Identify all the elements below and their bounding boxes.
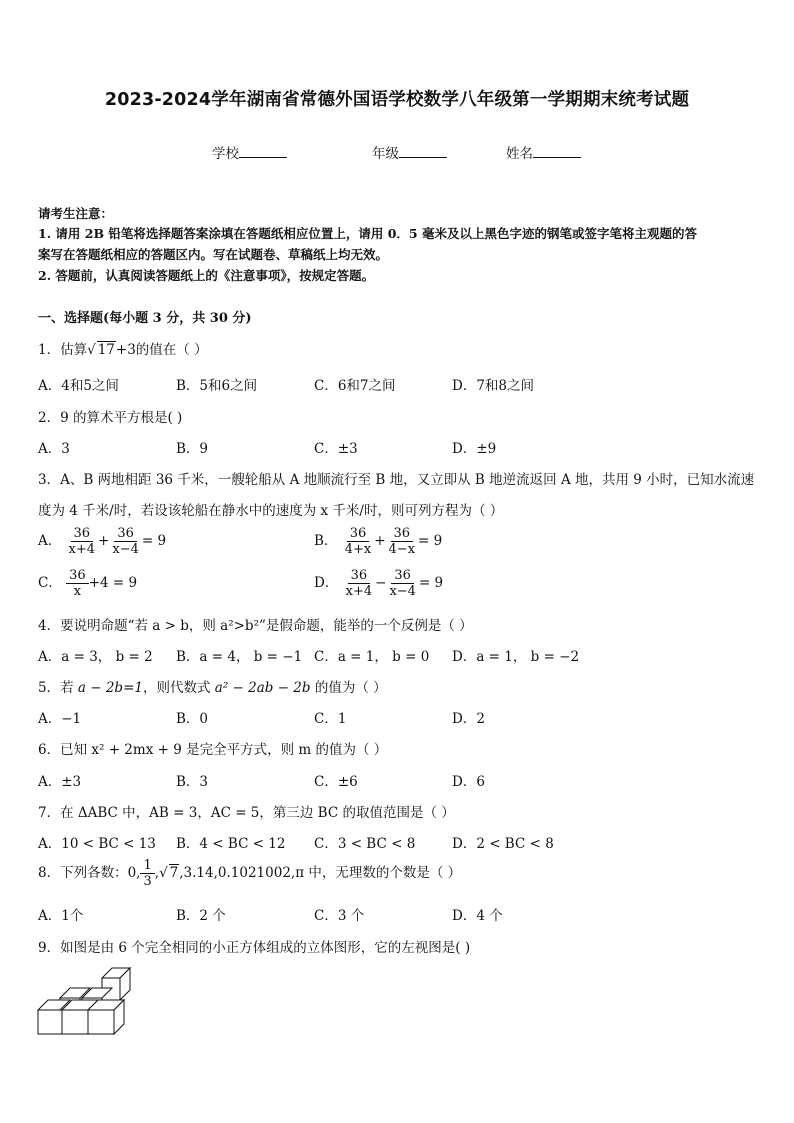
q3-option-b (314, 526, 442, 557)
q1-plus3: +3 (115, 342, 136, 358)
question-9: 9．如图是由 6 个完全相同的小正方体组成的立体图形，它的左视图是( ) (38, 940, 471, 956)
q7-option-a: A．10 < BC < 13 (38, 836, 156, 852)
numerator: 36 (391, 568, 414, 584)
numerator: 36 (71, 526, 94, 542)
q3-d-frac-2 (386, 568, 419, 599)
q3-c-label: C． (38, 575, 62, 591)
school-field (212, 142, 287, 162)
grade-label: 年级 (372, 146, 399, 162)
q3-d-frac-1 (343, 568, 376, 599)
notice-line-2: 案写在答题纸相应的答题区内。写在试题卷、草稿纸上均无效。 (38, 247, 389, 262)
question-8 (38, 858, 461, 889)
denominator: 4+x (344, 542, 372, 557)
minus-sign: − (375, 575, 387, 591)
q8-option-a: A．1个 (38, 908, 84, 924)
q3-d-label: D． (314, 575, 339, 591)
numerator: 36 (391, 526, 414, 542)
q6-option-a: A．±3 (38, 774, 82, 790)
cube-top (102, 968, 130, 1000)
q8-sqrt: √ 7 (159, 865, 179, 881)
question-6: 6．已知 x² + 2mx + 9 是完全平方式，则 m 的值为（ ） (38, 742, 388, 758)
school-label: 学校 (212, 146, 239, 162)
q4-option-b: B．a = 4， b = −1 (176, 649, 303, 665)
q1-option-c: C．6和7之间 (314, 378, 396, 394)
q8-option-d: D．4 个 (452, 908, 503, 924)
q6-option-d: D．6 (452, 774, 485, 790)
numerator: 1 (140, 858, 154, 874)
q1-prefix: 1．估算 (38, 342, 88, 358)
q5-expression: a² − 2ab − 2b (214, 680, 311, 696)
notice-heading: 请考生注意： (38, 206, 114, 221)
equals-9: = 9 (418, 575, 444, 591)
grade-field (372, 142, 447, 162)
q8-numbers: ,3.14,0.1021002,π (179, 865, 305, 881)
cube-front-3 (88, 1000, 124, 1034)
plus-sign: + (98, 533, 110, 549)
q8-radicand: 7 (169, 865, 179, 881)
q2-option-c: C．±3 (314, 441, 358, 457)
q5-prefix: 5．若 (38, 680, 78, 696)
q3-a-frac-1 (66, 526, 99, 557)
question-2: 2．9 的算术平方根是( ) (38, 410, 183, 426)
q3-a-label: A． (38, 533, 62, 549)
page-title: 2023-2024学年湖南省常德外国语学校数学八年级第一学期期末统考试题 (104, 90, 690, 110)
q4-option-a: A．a = 3， b = 2 (38, 649, 153, 665)
name-blank (533, 145, 581, 158)
denominator: 3 (143, 874, 152, 889)
denominator: x+4 (345, 584, 373, 599)
denominator: x (73, 584, 82, 599)
denominator: 4−x (388, 542, 416, 557)
q3-b-frac-2 (386, 526, 419, 557)
q1-tail: 的值在（ ） (135, 342, 208, 358)
q2-option-b: B．9 (176, 441, 209, 457)
q1-radicand: 17 (97, 342, 115, 358)
q8-tail: 中，无理数的个数是（ ） (304, 865, 462, 881)
q1-math: √ 17+3 (87, 342, 136, 358)
q1-option-b: B．5和6之间 (176, 378, 258, 394)
question-4: 4．要说明命题“若 a > b，则 a²>b²”是假命题，能举的一个反例是（ ） (38, 618, 473, 634)
q3-option-d (314, 568, 443, 599)
plus4-equals-9: +4 = 9 (88, 575, 138, 591)
q8-comma: , (154, 865, 160, 881)
q3-option-a (38, 526, 166, 557)
q2-option-d: D．±9 (452, 441, 497, 457)
q7-option-b: B．4 < BC < 12 (176, 836, 286, 852)
q3-a-frac-2 (109, 526, 142, 557)
denominator: x+4 (68, 542, 96, 557)
q2-option-a: A．3 (38, 441, 70, 457)
q8-option-c: C．3 个 (314, 908, 365, 924)
q3-b-frac-1 (342, 526, 375, 557)
q5-option-b: B．0 (176, 711, 209, 727)
question-3-line-1: 3．A、B 两地相距 36 千米，一艘轮船从 A 地顺流行至 B 地，又立即从 B 地逆流返回 A 地，共用 9 小时，已知水流速 (38, 472, 755, 488)
question-7: 7．在 ΔABC 中，AB = 3，AC = 5，第三边 BC 的取值范围是（ ） (38, 805, 455, 821)
q4-option-c: C．a = 1， b = 0 (314, 649, 430, 665)
q8-prefix: 8．下列各数：0, (38, 865, 141, 881)
question-1 (38, 338, 208, 358)
question-5 (38, 676, 387, 696)
q1-option-d: D．7和8之间 (452, 378, 535, 394)
equals-9: = 9 (141, 533, 167, 549)
q3-c-frac (66, 568, 89, 599)
equals-9: = 9 (418, 533, 443, 549)
grade-blank (399, 145, 447, 158)
notice-line-3: 2. 答题前，认真阅读答题纸上的《注意事项》，按规定答题。 (38, 268, 375, 283)
q1-option-a: A．4和5之间 (38, 378, 119, 394)
q7-option-c: C．3 < BC < 8 (314, 836, 416, 852)
name-label: 姓名 (506, 146, 533, 162)
q5-option-a: A．−1 (38, 711, 82, 727)
q5-condition: a − 2b=1 (77, 680, 143, 696)
cube-figure (36, 964, 136, 1036)
numerator: 36 (348, 568, 371, 584)
q5-option-d: D．2 (452, 711, 485, 727)
q3-option-c (38, 568, 137, 599)
q5-option-c: C．1 (314, 711, 347, 727)
q5-middle: ，则代数式 (142, 680, 215, 696)
q3-b-label: B． (314, 533, 338, 549)
question-3-line-2: 度为 4 千米/时，若设该轮船在静水中的速度为 x 千米/时，则可列方程为（ ） (38, 503, 504, 519)
q6-option-c: C．±6 (314, 774, 358, 790)
q8-option-b: B．2 个 (176, 908, 226, 924)
section-heading: 一、选择题(每小题 3 分，共 30 分) (38, 311, 252, 326)
q4-option-d: D．a = 1， b = −2 (452, 649, 580, 665)
q5-tail: 的值为（ ） (310, 680, 387, 696)
plus-sign: + (374, 533, 386, 549)
numerator: 36 (66, 568, 89, 584)
notice-line-1: 1. 请用 2B 铅笔将选择题答案涂填在答题纸相应位置上，请用 0．5 毫米及以上黑色字迹的钢笔或签字笔将主观题的答 (38, 226, 697, 241)
q6-option-b: B．3 (176, 774, 209, 790)
name-field (506, 142, 581, 162)
denominator: x−4 (389, 584, 416, 599)
q8-frac-one-third (140, 858, 154, 889)
denominator: x−4 (112, 542, 139, 557)
q7-option-d: D．2 < BC < 8 (452, 836, 554, 852)
numerator: 36 (114, 526, 137, 542)
numerator: 36 (347, 526, 370, 542)
school-blank (239, 145, 287, 158)
